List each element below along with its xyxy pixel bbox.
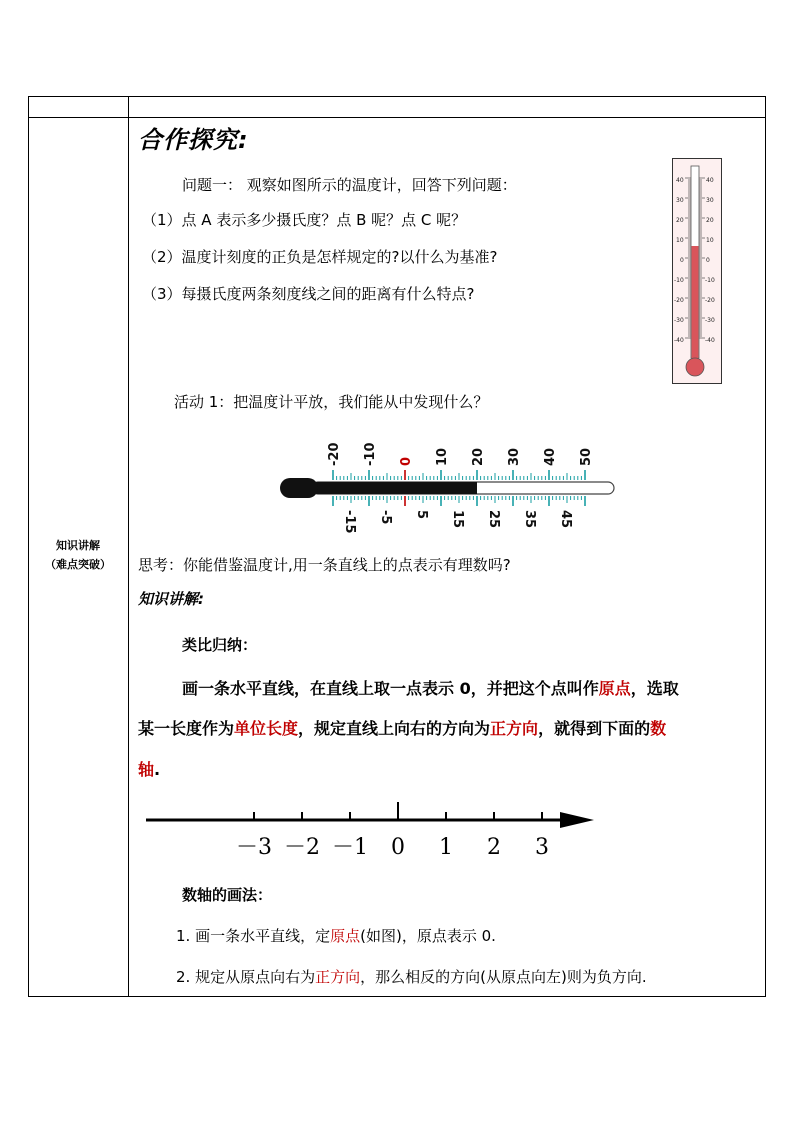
thermo-h-label-top: 20 xyxy=(471,447,486,466)
thermo-v-label-left: -30 xyxy=(674,317,684,324)
thermo-h-label-top: 10 xyxy=(435,447,450,466)
thermo-h-label-top: 30 xyxy=(507,447,522,466)
thermo-v-label-right: -40 xyxy=(705,337,715,344)
number-line-label: 3 xyxy=(535,835,549,860)
question-2: （2）温度计刻度的正负是怎样规定的?以什么为基准? xyxy=(142,248,498,266)
thermometer-mercury xyxy=(692,246,699,358)
step-term-positive: 正方向 xyxy=(315,968,361,986)
thermo-h-label-bottom: 15 xyxy=(450,510,465,529)
thermo-v-label-right: -20 xyxy=(705,297,715,304)
thermo-v-label-right: -10 xyxy=(705,277,715,284)
definition-text: 画一条水平直线，在直线上取一点表示 0，并把这个点叫作 xyxy=(182,679,599,698)
term-positive-direction: 正方向 xyxy=(490,719,539,738)
definition-line-3 xyxy=(138,757,160,780)
step-text: ，那么相反的方向(从原点向左)则为负方向. xyxy=(360,968,647,986)
definition-text: ，规定直线上向右的方向为 xyxy=(298,719,491,738)
definition-text: ，就得到下面的 xyxy=(538,719,651,738)
thermo-h-label-bottom: 5 xyxy=(414,510,429,520)
thermo-h-label-bottom: -15 xyxy=(342,510,357,534)
step-text: 1. 画一条水平直线，定 xyxy=(176,927,331,945)
thermo-v-label-left: -10 xyxy=(674,277,684,284)
thermo-h-label-bottom: 35 xyxy=(522,510,537,529)
thermo-v-label-left: -40 xyxy=(674,337,684,344)
horizontal-thermometer xyxy=(278,436,618,536)
thermometer-bulb xyxy=(686,358,704,376)
analogy-title: 类比归纳： xyxy=(182,636,258,654)
thermo-v-label-right: 10 xyxy=(706,237,714,244)
number-line xyxy=(140,796,600,866)
step-text: (如图)，原点表示 0. xyxy=(360,927,496,945)
number-line-label: －1 xyxy=(332,835,368,860)
thermo-h-label-top: 40 xyxy=(543,447,558,466)
step-text: 2. 规定从原点向右为 xyxy=(176,968,316,986)
step-term-origin: 原点 xyxy=(330,927,361,945)
column-divider xyxy=(128,96,129,997)
question-intro: 问题一： 观察如图所示的温度计，回答下列问题： xyxy=(182,176,517,194)
number-line-label: －2 xyxy=(284,835,320,860)
definition-text: ，选取 xyxy=(630,679,679,698)
question-1: （1）点 A 表示多少摄氏度？点 B 呢？点 C 呢？ xyxy=(142,211,467,229)
thermo-v-label-left: 30 xyxy=(676,197,684,204)
thermo-v-label-right: 20 xyxy=(706,217,714,224)
number-line-label: 1 xyxy=(439,835,453,860)
definition-line-1 xyxy=(182,676,679,699)
method-step-1 xyxy=(176,925,496,946)
section-heading: 合作探究: xyxy=(138,126,249,154)
knowledge-heading: 知识讲解: xyxy=(138,590,204,608)
number-line-label: －3 xyxy=(236,835,272,860)
thermo-h-label-bottom: -5 xyxy=(378,510,393,525)
vertical-thermometer xyxy=(672,158,722,384)
thermo-v-label-right: 40 xyxy=(706,177,714,184)
question-3: （3）每摄氏度两条刻度线之间的距离有什么特点? xyxy=(142,285,475,303)
h-thermo-bulb xyxy=(280,478,318,498)
number-line-arrow xyxy=(560,812,594,828)
term-number-line-end: 轴 xyxy=(138,760,155,779)
thermo-v-label-left: 0 xyxy=(680,257,684,264)
method-step-2 xyxy=(176,966,647,987)
term-number-line: 数 xyxy=(650,719,667,738)
thermo-v-label-left: -20 xyxy=(674,297,684,304)
thermo-h-label-bottom: 45 xyxy=(558,510,573,529)
thermo-v-label-right: -30 xyxy=(705,317,715,324)
term-origin: 原点 xyxy=(598,679,631,698)
thermo-h-label-top: -10 xyxy=(363,442,378,466)
side-label-title: 知识讲解 xyxy=(56,539,100,552)
thermo-h-label-bottom: 25 xyxy=(486,510,501,529)
thermo-h-label-top: 50 xyxy=(579,447,594,466)
h-thermo-mercury xyxy=(308,482,477,494)
method-title: 数轴的画法： xyxy=(182,886,273,904)
thermo-v-label-left: 40 xyxy=(676,177,684,184)
think-prompt: 思考：你能借鉴温度计,用一条直线上的点表示有理数吗? xyxy=(138,556,511,574)
number-line-label: 2 xyxy=(487,835,501,860)
thermo-v-label-left: 10 xyxy=(676,237,684,244)
definition-text: . xyxy=(154,760,161,779)
thermo-v-label-right: 30 xyxy=(706,197,714,204)
definition-text: 某一长度作为 xyxy=(138,719,235,738)
thermo-h-label-top: 0 xyxy=(399,456,414,466)
thermo-v-label-left: 20 xyxy=(676,217,684,224)
thermo-v-label-right: 0 xyxy=(706,257,710,264)
side-label-subtitle: （难点突破） xyxy=(45,558,111,571)
header-row-divider xyxy=(28,117,766,118)
thermo-h-label-top: -20 xyxy=(327,442,342,466)
number-line-label: 0 xyxy=(391,835,405,860)
side-label xyxy=(30,536,126,574)
activity-1: 活动 1：把温度计平放，我们能从中发现什么？ xyxy=(174,393,489,411)
definition-line-2 xyxy=(138,716,666,739)
term-unit-length: 单位长度 xyxy=(234,719,299,738)
